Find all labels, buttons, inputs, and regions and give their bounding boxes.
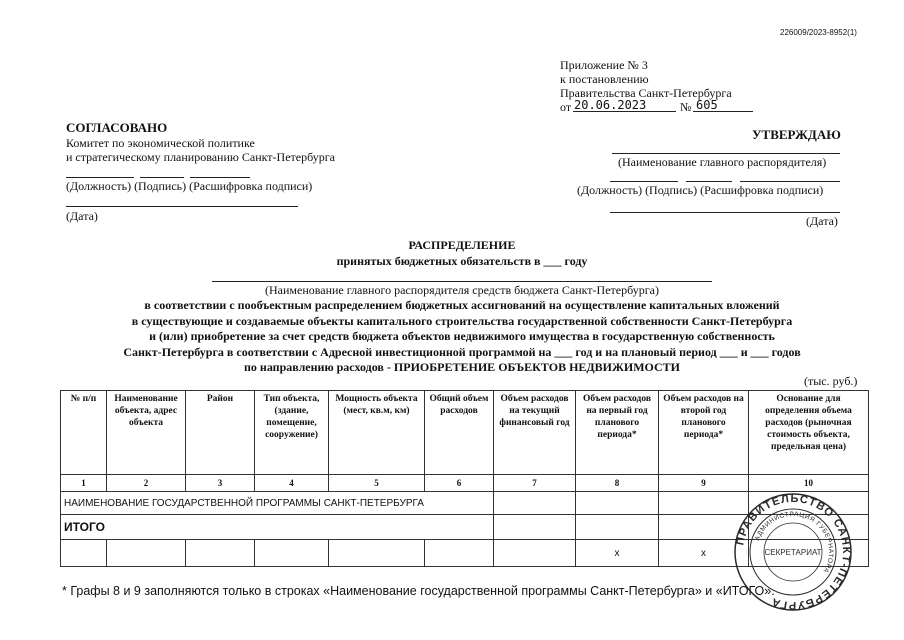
table-cell: [576, 515, 659, 540]
table-header-row: [61, 391, 869, 475]
document-subtitle: принятых бюджетных обязательств в ___ году: [336, 254, 588, 268]
heading-line-1: в соответствии с пообъектным распределением бюджетных ассигнований на осуществление капитальных вложений: [144, 298, 780, 312]
column-number: 5: [329, 475, 425, 492]
total-label-cell: ИТОГО: [61, 515, 494, 540]
footnote: * Графы 8 и 9 заполняются только в строках «Наименование государственной программы Санкт-Петербурга» и «ИТОГО».: [62, 584, 775, 598]
column-number: 7: [494, 475, 576, 492]
approve-decode-line: [740, 181, 840, 182]
x-mark-cell: x: [659, 540, 749, 567]
agreed-org-line-1: Комитет по экономической политике: [66, 136, 255, 150]
appendix-number-prefix: №: [680, 100, 692, 114]
header-cell: Общий объем расходов: [425, 391, 494, 475]
appendix-block: [560, 58, 732, 114]
header-cell: Наименование объекта, адрес объекта: [107, 391, 186, 475]
table-cell: [186, 540, 255, 567]
header-cell: Район: [186, 391, 255, 475]
x-mark-cell: x: [576, 540, 659, 567]
heading-line-5: по направлению расходов - ПРИОБРЕТЕНИЕ ОБЪЕКТОВ НЕДВИЖИМОСТИ: [243, 360, 681, 374]
column-number: 3: [186, 475, 255, 492]
approve-position-line: [610, 181, 678, 182]
stamp-outer-text: ПРАВИТЕЛЬСТВО САНКТ-ПЕТЕРБУРГА: [734, 492, 853, 612]
appendix-from-prefix: от: [560, 100, 572, 114]
stamp-inner-text: АДМИНИСТРАЦИЯ ГУБЕРНАТОРА: [754, 510, 835, 575]
table-cell: [61, 540, 107, 567]
appendix-date: 20.06.2023: [574, 98, 647, 112]
heading-manager-caption: (Наименование главного распорядителя средств бюджета Санкт-Петербурга): [265, 283, 659, 297]
approve-manager-caption: (Наименование главного распорядителя): [618, 155, 827, 169]
agreed-date-caption: (Дата): [66, 209, 98, 223]
approve-date-caption: (Дата): [806, 214, 838, 228]
header-cell: Мощность объекта (мест, кв.м, км): [329, 391, 425, 475]
heading-line-2: в существующие и создаваемые объекты капитального строительства государственной собственности Санкт-Петербурга: [131, 313, 793, 328]
table-cell: [425, 540, 494, 567]
header-cell: № п/п: [61, 391, 107, 475]
header-cell: Объем расходов на второй год планового периода*: [659, 391, 749, 475]
agreed-org-line-2: и стратегическому планированию Санкт-Петербурга: [66, 150, 335, 164]
approve-sign-caption: (Должность) (Подпись) (Расшифровка подписи): [577, 183, 824, 197]
approve-signature-line: [686, 181, 732, 182]
program-name-cell: НАИМЕНОВАНИЕ ГОСУДАРСТВЕННОЙ ПРОГРАММЫ САНКТ-ПЕТЕРБУРГА: [61, 492, 494, 515]
column-number: 2: [107, 475, 186, 492]
column-number: 4: [255, 475, 329, 492]
table-cell: [255, 540, 329, 567]
column-number-row: [61, 475, 869, 492]
table-cell: [494, 515, 576, 540]
header-cell: Объем расходов на текущий финансовый год: [494, 391, 576, 475]
document-title: РАСПРЕДЕЛЕНИЕ: [408, 238, 516, 252]
header-cell: Объем расходов на первый год планового периода*: [576, 391, 659, 475]
column-number: 1: [61, 475, 107, 492]
column-number: 8: [576, 475, 659, 492]
date-underline: [573, 111, 676, 112]
agreed-signature-line: [140, 177, 184, 178]
agreed-sign-caption: (Должность) (Подпись) (Расшифровка подписи): [66, 179, 313, 193]
column-number: 10: [749, 475, 869, 492]
stamp-center-text: СЕКРЕТАРИАТ: [764, 548, 822, 557]
approve-title: УТВЕРЖДАЮ: [752, 127, 841, 142]
agreed-organization: [66, 136, 335, 164]
heading-description: [0, 298, 904, 376]
appendix-line-2: к постановлению: [560, 72, 649, 86]
heading-line-3: и (или) приобретение за счет средств бюджета объектов недвижимого имущества в государственную собственность: [149, 329, 775, 343]
header-cell: Основание для определения объема расходов (рыночная стоимость объекта, предельная цена): [749, 391, 869, 475]
agreed-title: СОГЛАСОВАНО: [66, 120, 168, 135]
approve-manager-line: [612, 153, 840, 154]
table-cell: [329, 540, 425, 567]
table-cell: [494, 492, 576, 515]
column-number: 9: [659, 475, 749, 492]
number-underline: [693, 111, 753, 112]
heading-line-4: Санкт-Петербурга в соответствии с Адресной инвестиционной программой на ___ год и на плановый период ___ и ___ годов: [123, 344, 801, 359]
table-cell: [107, 540, 186, 567]
appendix-number: 605: [696, 98, 718, 112]
appendix-line-1: Приложение № 3: [560, 58, 648, 72]
agreed-position-line: [66, 177, 134, 178]
agreed-decode-line: [190, 177, 250, 178]
document-code: 226009/2023-8952(1): [780, 28, 857, 37]
appendix-line-3: Правительства Санкт-Петербурга: [560, 86, 732, 100]
agreed-date-line: [66, 206, 298, 207]
header-cell: Тип объекта, (здание, помещение, сооружение): [255, 391, 329, 475]
column-number: 6: [425, 475, 494, 492]
approve-date-line: [610, 212, 840, 213]
table-cell: [494, 540, 576, 567]
units-label: (тыс. руб.): [804, 374, 858, 388]
table-cell: [576, 492, 659, 515]
official-stamp: [733, 492, 853, 612]
heading-manager-line: [212, 281, 712, 282]
